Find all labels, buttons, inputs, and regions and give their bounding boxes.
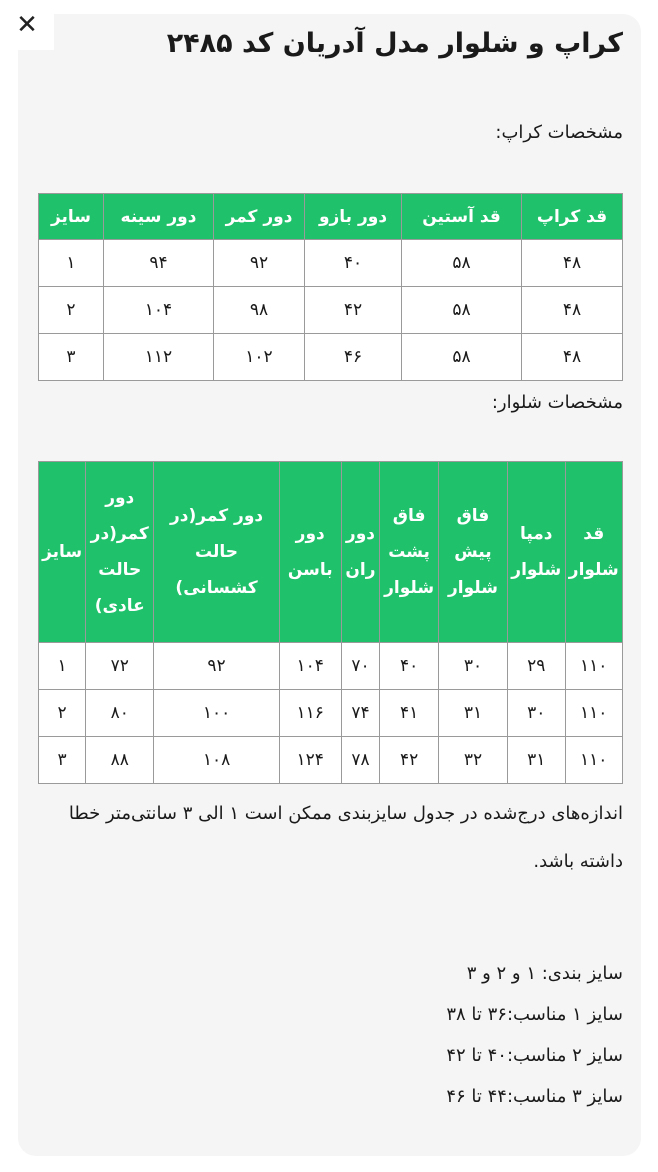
table-row [39, 240, 623, 287]
pants-header: فاق پیش شلوار [438, 462, 507, 643]
table-cell: ۱ [39, 643, 86, 690]
pants-header: دور کمر(در حالت کشسانی) [154, 462, 280, 643]
table-cell: ۴۰ [380, 643, 439, 690]
sizing-note: اندازه‌های درج‌شده در جدول سایزبندی ممکن است ۱ الی ۳ سانتی‌متر خطا داشته باشد. [68, 803, 623, 872]
list-item: سایز ۱ مناسب:۳۶ تا ۳۸ [446, 1004, 623, 1025]
list-item: سایز ۳ مناسب:۴۴ تا ۴۶ [446, 1086, 623, 1107]
table-cell: ۹۲ [154, 643, 280, 690]
table-cell: ۴۲ [305, 287, 402, 334]
table-cell: ۲ [39, 287, 104, 334]
table-cell: ۳ [39, 334, 104, 381]
crop-header: دور کمر [214, 194, 305, 240]
table-cell: ۷۰ [341, 643, 380, 690]
table-cell: ۳۱ [508, 737, 566, 784]
pants-heading: مشخصات شلوار: [491, 392, 623, 413]
table-cell: ۷۴ [341, 690, 380, 737]
table-row [39, 737, 623, 784]
table-cell: ۱۲۴ [279, 737, 341, 784]
size-info-list [38, 963, 623, 1127]
table-cell: ۱۱۲ [104, 334, 214, 381]
table-cell: ۱۱۰ [565, 643, 623, 690]
pants-header: سایز [39, 462, 86, 643]
table-cell: ۱ [39, 240, 104, 287]
crop-size-table [38, 193, 623, 381]
pants-header: دور باسن [279, 462, 341, 643]
pants-header: دور کمر(در حالت عادی) [86, 462, 154, 643]
close-icon[interactable]: ✕ [0, 0, 54, 50]
crop-heading: مشخصات کراپ: [495, 122, 623, 143]
table-cell: ۸۰ [86, 690, 154, 737]
table-row [39, 643, 623, 690]
crop-table-wrap [38, 193, 623, 381]
pants-size-table [38, 461, 623, 784]
pants-header: دور ران [341, 462, 380, 643]
table-cell: ۴۱ [380, 690, 439, 737]
table-cell: ۳ [39, 737, 86, 784]
page-title-wrap [38, 28, 623, 59]
table-cell: ۲۹ [508, 643, 566, 690]
crop-header: سایز [39, 194, 104, 240]
table-cell: ۵۸ [402, 334, 522, 381]
table-cell: ۳۰ [438, 643, 507, 690]
table-cell: ۱۱۶ [279, 690, 341, 737]
table-cell: ۵۸ [402, 240, 522, 287]
table-row [39, 334, 623, 381]
table-cell: ۱۱۰ [565, 737, 623, 784]
pants-table-wrap [38, 461, 623, 784]
table-cell: ۴۲ [380, 737, 439, 784]
table-cell: ۴۸ [522, 287, 623, 334]
table-cell: ۹۴ [104, 240, 214, 287]
table-cell: ۴۸ [522, 240, 623, 287]
list-item: سایز ۲ مناسب:۴۰ تا ۴۲ [446, 1045, 623, 1066]
table-cell: ۲ [39, 690, 86, 737]
pants-header: قد شلوار [565, 462, 623, 643]
table-cell: ۴۶ [305, 334, 402, 381]
table-cell: ۹۲ [214, 240, 305, 287]
crop-header: دور بازو [305, 194, 402, 240]
table-cell: ۸۸ [86, 737, 154, 784]
table-cell: ۳۲ [438, 737, 507, 784]
table-cell: ۱۰۲ [214, 334, 305, 381]
table-cell: ۱۱۰ [565, 690, 623, 737]
table-cell: ۳۱ [438, 690, 507, 737]
table-cell: ۳۰ [508, 690, 566, 737]
crop-header: قد آستین [402, 194, 522, 240]
table-cell: ۷۲ [86, 643, 154, 690]
table-cell: ۴۸ [522, 334, 623, 381]
pants-header: دمپا شلوار [508, 462, 566, 643]
table-row [39, 690, 623, 737]
crop-header: دور سینه [104, 194, 214, 240]
pants-header: فاق پشت شلوار [380, 462, 439, 643]
page-title: کراپ و شلوار مدل آدریان کد ۲۴۸۵ [166, 28, 623, 59]
table-cell: ۷۸ [341, 737, 380, 784]
table-cell: ۱۰۴ [279, 643, 341, 690]
table-row [39, 287, 623, 334]
crop-header: قد کراپ [522, 194, 623, 240]
list-item: سایز بندی: ۱ و ۲ و ۳ [466, 963, 623, 984]
table-cell: ۱۰۸ [154, 737, 280, 784]
table-cell: ۴۰ [305, 240, 402, 287]
table-cell: ۱۰۰ [154, 690, 280, 737]
table-cell: ۱۰۴ [104, 287, 214, 334]
table-cell: ۹۸ [214, 287, 305, 334]
table-cell: ۵۸ [402, 287, 522, 334]
